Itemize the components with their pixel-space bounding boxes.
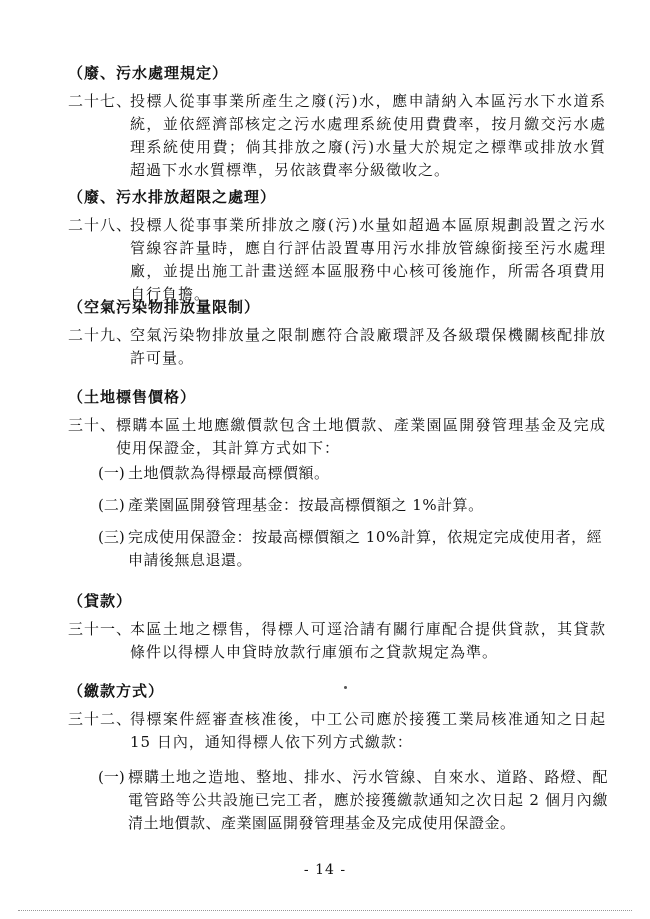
article-number: 二十八、 <box>68 216 133 234</box>
subitem-30-2 <box>98 494 608 518</box>
article-32 <box>68 708 608 754</box>
subitem-32-1 <box>98 766 608 836</box>
article-number: 三十、 <box>68 416 117 434</box>
subitem-number: (三) <box>98 528 125 546</box>
page-number: - 14 - <box>303 862 347 878</box>
section-heading-wastewater-overflow: （廢、污水排放超限之處理） <box>68 188 277 206</box>
section-heading-loan: （貸款） <box>68 592 133 610</box>
section-heading-wastewater-rules: （廢、污水處理規定） <box>68 64 229 82</box>
subitem-text: 完成使用保證金：按最高標價額之 10%計算，依規定完成使用者，經申請後無息退還。 <box>128 528 603 569</box>
subitem-30-1 <box>98 462 608 486</box>
scan-edge-noise <box>18 910 632 913</box>
article-number: 二十七、 <box>68 92 133 110</box>
article-28 <box>68 214 608 303</box>
article-number: 三十一、 <box>68 620 133 638</box>
section-heading-payment-method: （繳款方式） <box>68 682 165 700</box>
article-text: 本區土地之標售，得標人可逕洽請有關行庫配合提供貸款，其貸款條件以得標人申貸時放款行庫頒布之貸款規定為準。 <box>130 620 606 661</box>
article-text: 得標案件經審查核准後，中工公司應於接獲工業局核准通知之日起 15 日內，通知得標人依下列方式繳款： <box>130 710 606 751</box>
article-text: 標購本區土地應繳價款包含土地價款、產業園區開發管理基金及完成使用保證金，其計算方式如下： <box>116 416 606 457</box>
article-text: 空氣污染物排放量之限制應符合設廠環評及各級環保機關核配排放許可量。 <box>130 326 606 367</box>
subitem-text: 產業園區開發管理基金：按最高標價額之 1%計算。 <box>128 496 484 514</box>
article-number: 三十二、 <box>68 710 133 728</box>
article-number: 二十九、 <box>68 326 133 344</box>
subitem-number: (一) <box>98 464 125 482</box>
article-text: 投標人從事事業所排放之廢(污)水量如超過本區原規劃設置之污水管線容許量時，應自行評估設置專用污水排放管線銜接至污水處理廠，並提出施工計畫送經本區服務中心核可後施作，所需各項費用自行負擔。 <box>130 216 606 303</box>
section-heading-land-price: （土地標售價格） <box>68 388 197 406</box>
scan-speck <box>344 686 347 689</box>
subitem-30-3 <box>98 526 608 572</box>
article-29 <box>68 324 608 370</box>
article-text: 投標人從事事業所產生之廢(污)水，應申請納入本區污水下水道系統，並依經濟部核定之污水處理系統使用費費率，按月繳交污水處理系統使用費；倘其排放之廢(污)水量大於規定之標準或排放水質超過下水水質標準，另依該費率分級徵收之。 <box>130 92 606 179</box>
subitem-text: 標購土地之造地、整地、排水、污水管線、自來水、道路、路燈、配電管路等公共設施已完工者，應於接獲繳款通知之次日起 2 個月內繳清土地價款、產業園區開發管理基金及完成使用保證金。 <box>128 768 608 832</box>
subitem-number: (一) <box>98 768 125 786</box>
article-30 <box>68 414 608 460</box>
article-31 <box>68 618 608 664</box>
subitem-text: 土地價款為得標最高標價額。 <box>128 464 330 482</box>
section-heading-air-pollution: （空氣污染物排放量限制） <box>68 298 261 316</box>
article-27 <box>68 90 608 179</box>
subitem-number: (二) <box>98 496 125 514</box>
